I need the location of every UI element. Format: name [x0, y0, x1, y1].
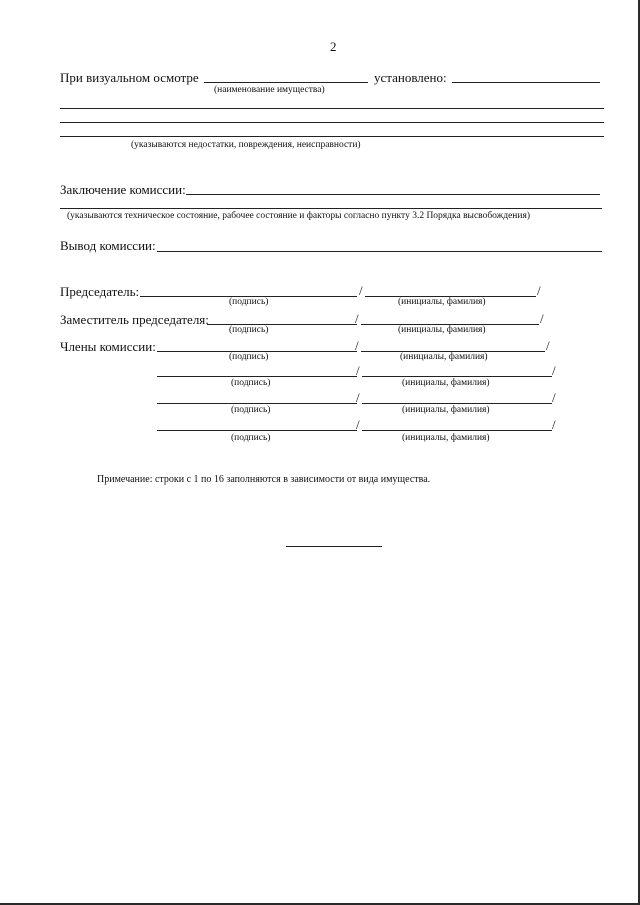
defects-line-3[interactable]	[60, 136, 604, 137]
deputy-name-caption: (инициалы, фамилия)	[398, 325, 486, 335]
member-2-signature-caption: (подпись)	[231, 378, 271, 388]
chairman-name-caption: (инициалы, фамилия)	[398, 297, 486, 307]
deputy-slash-end: /	[540, 311, 544, 326]
member-4-slash-end: /	[552, 417, 556, 432]
chairman-slash: /	[359, 283, 363, 298]
member-2-slash: /	[356, 363, 360, 378]
member-2-signature-line[interactable]	[157, 376, 357, 377]
conclusion-line-2[interactable]	[60, 208, 602, 209]
member-1-slash: /	[355, 338, 359, 353]
member-3-slash-end: /	[552, 390, 556, 405]
property-name-line[interactable]	[204, 82, 368, 83]
member-4-signature-caption: (подпись)	[231, 433, 271, 443]
member-3-name-line[interactable]	[362, 403, 552, 404]
defects-caption: (указываются недостатки, повреждения, неисправности)	[131, 140, 361, 150]
chairman-slash-end: /	[537, 283, 541, 298]
deputy-slash: /	[355, 311, 359, 326]
member-4-signature-line[interactable]	[157, 430, 357, 431]
chairman-label: Председатель:	[60, 284, 140, 299]
conclusion-line-1[interactable]	[186, 194, 600, 195]
member-4-name-line[interactable]	[362, 430, 552, 431]
defects-line-2[interactable]	[60, 122, 604, 123]
inspection-label: При визуальном осмотре	[60, 70, 199, 85]
member-2-slash-end: /	[552, 363, 556, 378]
members-label: Члены комиссии:	[60, 339, 156, 354]
member-2-name-line[interactable]	[362, 376, 552, 377]
member-1-name-caption: (инициалы, фамилия)	[400, 352, 488, 362]
member-3-signature-line[interactable]	[157, 403, 357, 404]
member-2-name-caption: (инициалы, фамилия)	[402, 378, 490, 388]
member-3-signature-caption: (подпись)	[231, 405, 271, 415]
established-line[interactable]	[452, 82, 600, 83]
member-1-signature-caption: (подпись)	[229, 352, 269, 362]
page-number: 2	[330, 39, 337, 54]
deputy-signature-caption: (подпись)	[229, 325, 269, 335]
defects-line-1[interactable]	[60, 108, 604, 109]
member-1-slash-end: /	[546, 338, 550, 353]
member-4-name-caption: (инициалы, фамилия)	[402, 433, 490, 443]
chairman-signature-caption: (подпись)	[229, 297, 269, 307]
deputy-label: Заместитель председателя:	[60, 312, 209, 327]
member-3-slash: /	[356, 390, 360, 405]
output-label: Вывод комиссии:	[60, 238, 156, 253]
property-caption: (наименование имущества)	[214, 85, 325, 95]
conclusion-label: Заключение комиссии:	[60, 182, 186, 197]
closing-rule	[286, 546, 382, 547]
member-4-slash: /	[356, 417, 360, 432]
conclusion-caption: (указываются техническое состояние, рабочее состояние и факторы согласно пункту 3.2 Порядка высвобождения)	[67, 211, 530, 221]
note-text: Примечание: строки с 1 по 16 заполняются в зависимости от вида имущества.	[97, 474, 431, 485]
output-line[interactable]	[157, 251, 602, 252]
member-3-name-caption: (инициалы, фамилия)	[402, 405, 490, 415]
established-label: установлено:	[374, 70, 447, 85]
